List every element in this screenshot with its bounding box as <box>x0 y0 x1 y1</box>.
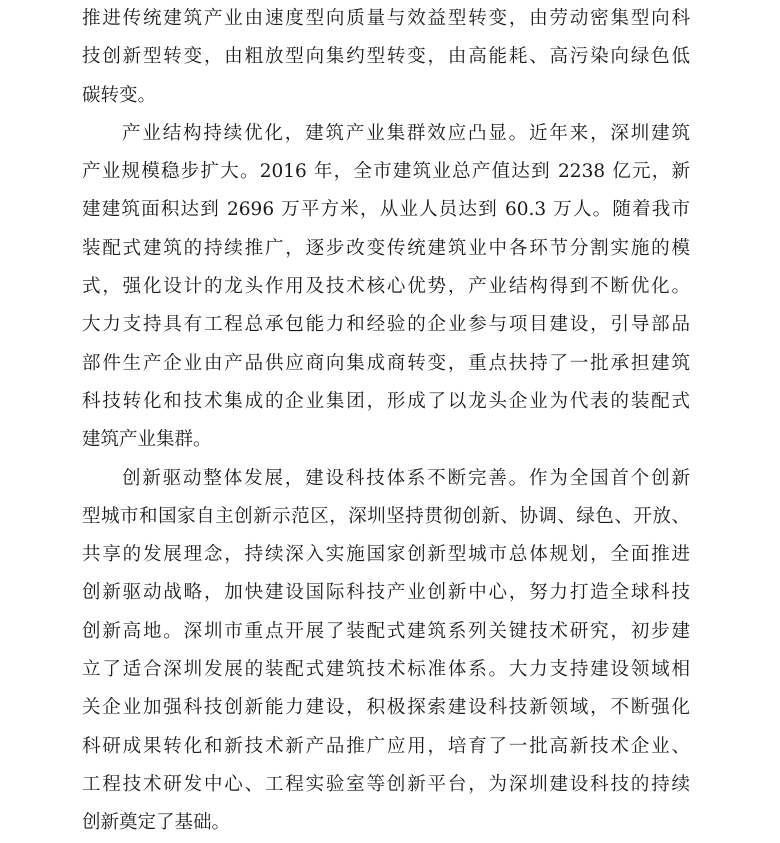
text-line: 型城市和国家自主创新示范区，深圳坚持贯彻创新、协调、绿色、开放、 <box>82 505 690 527</box>
text-line: 式，强化设计的龙头作用及技术核心优势，产业结构得到不断优化。 <box>82 276 690 298</box>
text-line: 建建筑面积达到 2696 万平方米，从业人员达到 60.3 万人。随着我市 <box>82 199 690 221</box>
document-page <box>82 0 690 843</box>
text-line: 技创新型转变，由粗放型向集约型转变，由高能耗、高污染向绿色低 <box>82 46 690 68</box>
paragraph <box>82 460 690 843</box>
text-line: 建筑产业集群。 <box>82 429 212 451</box>
text-line: 产业规模稳步扩大。2016 年，全市建筑业总产值达到 2238 亿元，新 <box>82 161 690 183</box>
text-line: 创新奠定了基础。 <box>82 812 231 834</box>
paragraph <box>82 115 690 460</box>
text-line: 部件生产企业由产品供应商向集成商转变，重点扶持了一批承担建筑 <box>82 352 690 374</box>
text-line: 产业结构持续优化，建筑产业集群效应凸显。近年来，深圳建筑 <box>122 122 690 144</box>
text-line: 创新高地。深圳市重点开展了装配式建筑系列关键技术研究，初步建 <box>82 620 690 642</box>
text-line: 工程技术研发中心、工程实验室等创新平台，为深圳建设科技的持续 <box>82 773 690 795</box>
text-line: 科技转化和技术集成的企业集团，形成了以龙头企业为代表的装配式 <box>82 390 690 412</box>
text-line: 大力支持具有工程总承包能力和经验的企业参与项目建设，引导部品 <box>82 314 690 336</box>
text-line: 科研成果转化和新技术新产品推广应用，培育了一批高新技术企业、 <box>82 735 690 757</box>
paragraph <box>82 0 690 115</box>
text-line: 关企业加强科技创新能力建设，积极探索建设科技新领域，不断强化 <box>82 697 690 719</box>
text-line: 装配式建筑的持续推广，逐步改变传统建筑业中各环节分割实施的模 <box>82 237 690 259</box>
text-line: 共享的发展理念，持续深入实施国家创新型城市总体规划，全面推进 <box>82 544 690 566</box>
text-line: 创新驱动整体发展，建设科技体系不断完善。作为全国首个创新 <box>122 467 690 489</box>
text-line: 推进传统建筑产业由速度型向质量与效益型转变，由劳动密集型向科 <box>82 8 690 29</box>
text-line: 立了适合深圳发展的装配式建筑技术标准体系。大力支持建设领域相 <box>82 659 690 681</box>
text-line: 碳转变。 <box>82 84 157 106</box>
text-line: 创新驱动战略，加快建设国际科技产业创新中心，努力打造全球科技 <box>82 582 690 604</box>
